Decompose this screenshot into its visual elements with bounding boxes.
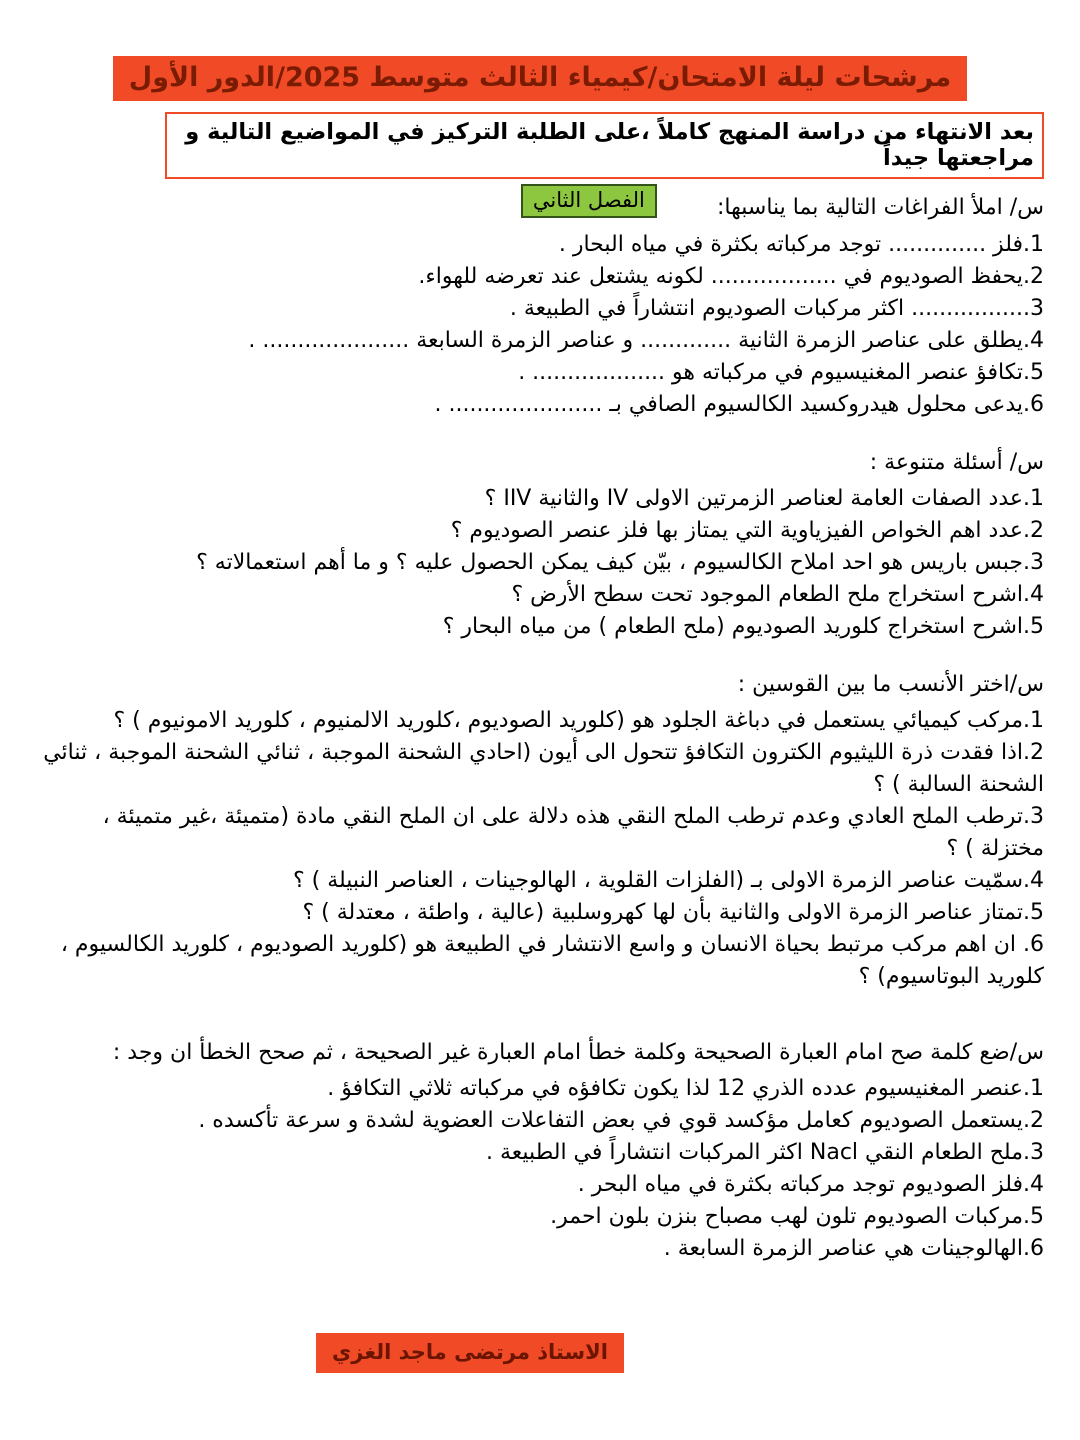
question-item: 1.عنصر المغنيسيوم عدده الذري 12 لذا يكون تكافؤه في مركباته ثلاثي التكافؤ . (327, 1076, 1044, 1101)
question-item: 2.يحفظ الصوديوم في .................. لكونه يشتعل عند تعرضه للهواء. (418, 264, 1044, 289)
section-fill-blanks (36, 188, 1044, 421)
question-item: 3................. اكثر مركبات الصوديوم انتشاراً في الطبيعة . (509, 296, 1044, 321)
question-item: 2.اذا فقدت ذرة الليثيوم الكترون التكافؤ تتحول الى أيون (احادي الشحنة الموجبة ، ثنائي الشحنة الموجبة ، ثنائي الشحنة السالبة ) ؟ (43, 740, 1044, 797)
question-item: 5.تمتاز عناصر الزمرة الاولى والثانية بأن لها كهروسلبية (عالية ، واطئة ، معتدلة ) ؟ (302, 900, 1044, 925)
question-item: 5.مركبات الصوديوم تلون لهب مصباح بنزن بلون احمر. (550, 1204, 1044, 1229)
question-item: 3.ترطب الملح العادي وعدم ترطب الملح النقي هذه دلالة على ان الملح النقي مادة (متميئة ،غير متميئة ، مختزلة ) ؟ (102, 804, 1044, 861)
section-varied-questions (36, 447, 1044, 643)
question-item: 3.ملح الطعام النقي Nacl اكثر المركبات انتشاراً في الطبيعة . (486, 1140, 1044, 1165)
section-true-false-heading-row (36, 1037, 1044, 1069)
question-item: 4.يطلق على عناصر الزمرة الثانية ............. و عناصر الزمرة السابعة ..................... . (248, 328, 1044, 353)
question-item: 6. ان اهم مركب مرتبط بحياة الانسان و واسع الانتشار في الطبيعة هو (كلوريد الصوديوم ، كلوريد الكالسيوم ، كلوريد البوتاسيوم) ؟ (60, 932, 1044, 989)
chapter-badge: الفصل الثاني (521, 184, 657, 218)
section-heading: س/اختر الأنسب ما بين القوسين : (737, 672, 1044, 697)
section-multiple-choice (36, 669, 1044, 993)
section-heading: س/ أسئلة متنوعة : (869, 450, 1044, 475)
author-credit: الاستاذ مرتضى ماجد الغزي (316, 1333, 624, 1373)
section-fill-blanks-heading-row (36, 188, 1044, 225)
section-choice-heading-row (36, 669, 1044, 701)
question-item: 1.عدد الصفات العامة لعناصر الزمرتين الاولى IV والثانية IIV ؟ (484, 486, 1044, 511)
question-item: 5.اشرح استخراج كلوريد الصوديوم (ملح الطعام ) من مياه البحار ؟ (442, 614, 1044, 639)
question-item: 4.فلز الصوديوم توجد مركباته بكثرة في مياه البحر . (577, 1172, 1044, 1197)
section-varied-heading-row (36, 447, 1044, 479)
question-item: 3.جبس باريس هو احد املاح الكالسيوم ، بيّن كيف يمكن الحصول عليه ؟ و ما أهم استعمالاته ؟ (196, 550, 1044, 575)
question-item: 1.فلز .............. توجد مركباته بكثرة في مياه البحار . (558, 232, 1044, 257)
page-title: مرشحات ليلة الامتحان/كيمياء الثالث متوسط 2025/الدور الأول (113, 56, 967, 101)
question-item: 1.مركب كيميائي يستعمل في دباغة الجلود هو (كلوريد الصوديوم ،كلوريد الالمنيوم ، كلوريد الامونيوم ) ؟ (113, 708, 1044, 733)
section-heading: س/ضع كلمة صح امام العبارة الصحيحة وكلمة خطأ امام العبارة غير الصحيحة ، ثم صحح الخطأ ان وجد : (112, 1040, 1044, 1065)
section-heading: س/ املأ الفراغات التالية بما يناسبها: (716, 195, 1044, 220)
notice-box: بعد الانتهاء من دراسة المنهج كاملاً ،على الطلبة التركيز في المواضيع التالية و مراجعتها جيداً (165, 112, 1044, 179)
section-true-false (36, 1037, 1044, 1265)
question-item: 4.سمّيت عناصر الزمرة الاولى بـ (الفلزات القلوية ، الهالوجينات ، العناصر النبيلة ) ؟ (292, 868, 1044, 893)
question-item: 2.عدد اهم الخواص الفيزياوية التي يمتاز بها فلز عنصر الصوديوم ؟ (450, 518, 1044, 543)
question-item: 5.تكافؤ عنصر المغنيسيوم في مركباته هو ................... . (518, 360, 1044, 385)
question-item: 6.الهالوجينات هي عناصر الزمرة السابعة . (663, 1236, 1044, 1261)
question-item: 6.يدعى محلول هيدروكسيد الكالسيوم الصافي بـ ...................... . (434, 392, 1044, 417)
question-item: 4.اشرح استخراج ملح الطعام الموجود تحت سطح الأرض ؟ (511, 582, 1044, 607)
question-item: 2.يستعمل الصوديوم كعامل مؤكسد قوي في بعض التفاعلات العضوية لشدة و سرعة تأكسده . (198, 1108, 1044, 1133)
